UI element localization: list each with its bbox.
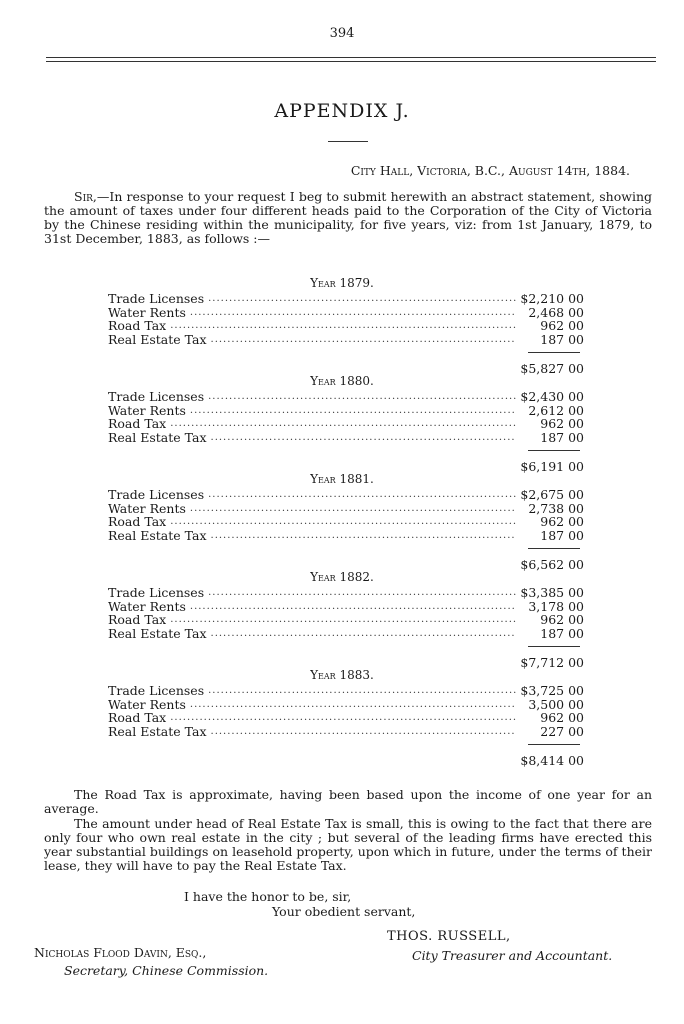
dot-leader [211,627,516,641]
page-number: 394 [329,26,355,41]
tax-amount: 962 00 [540,710,584,725]
dot-leader [208,684,516,698]
tax-amount: 962 00 [540,318,584,333]
total-rule [528,744,580,745]
total-rule [528,450,580,451]
tax-amount: $2,675 00 [520,487,584,502]
year-heading: Year 1880. [310,374,374,388]
tax-row [108,390,584,404]
tax-amount: 187 00 [540,527,584,543]
total-rule [528,548,580,549]
dot-leader [208,488,516,502]
tax-row [108,417,584,431]
addressee-title: Secretary, Chinese Commission. [64,963,269,978]
tax-label: Water Rents [108,598,186,614]
signature-title: City Treasurer and Accountant. [412,948,613,963]
year-total: $6,562 00 [520,557,584,572]
tax-amount: 3,178 00 [528,598,584,614]
header-rule-bottom [46,61,656,62]
tax-amount: $3,385 00 [520,585,584,600]
dot-leader [211,431,516,445]
dot-leader [190,404,516,418]
tax-row [108,600,584,614]
dot-leader [208,586,516,600]
salutation: Sir, [74,189,97,204]
tax-label: Trade Licenses [108,487,205,502]
tax-row [108,292,584,306]
tax-amount: 2,468 00 [528,304,584,320]
tax-amount: 962 00 [540,514,584,529]
tax-amount: 187 00 [540,625,584,641]
dot-leader [190,502,516,516]
tax-amount: $2,210 00 [520,291,584,306]
tax-row [108,684,584,698]
tax-label: Real Estate Tax [108,429,207,445]
tax-row [108,725,584,739]
tax-amount: $3,725 00 [520,683,584,698]
dot-leader [190,600,516,614]
tax-row [108,488,584,502]
tax-label: Road Tax [108,318,167,333]
tax-row [108,529,584,543]
total-rule [528,352,580,353]
dot-leader [208,390,516,404]
tax-amount: 2,738 00 [528,500,584,516]
tax-amount: 962 00 [540,612,584,627]
tax-label: Road Tax [108,514,167,529]
tax-label: Water Rents [108,500,186,516]
tax-label: Road Tax [108,710,167,725]
dot-leader [211,725,516,739]
tax-row [108,586,584,600]
tax-amount: $2,430 00 [520,389,584,404]
title-rule [328,141,368,142]
dot-leader [170,711,516,725]
addressee-name: Nicholas Flood Davin, Esq., [34,945,207,960]
dot-leader [170,613,516,627]
tax-row [108,431,584,445]
tax-row [108,627,584,641]
tax-label: Road Tax [108,612,167,627]
year-total: $5,827 00 [520,361,584,376]
tax-amount: 227 00 [540,723,584,739]
tax-row [108,333,584,347]
tax-amount: 187 00 [540,429,584,445]
appendix-title: APPENDIX J. [274,100,410,122]
year-total: $6,191 00 [520,459,584,474]
closing-line-1: I have the honor to be, sir, [184,889,352,904]
year-heading: Year 1879. [310,276,374,290]
year-total: $8,414 00 [520,753,584,768]
year-total: $7,712 00 [520,655,584,670]
dot-leader [211,529,516,543]
tax-label: Water Rents [108,304,186,320]
tax-row [108,698,584,712]
header-rule-top [46,57,656,58]
tax-label: Trade Licenses [108,683,205,698]
dot-leader [208,292,516,306]
tax-label: Road Tax [108,416,167,431]
tax-label: Trade Licenses [108,585,205,600]
tax-row [108,502,584,516]
year-heading: Year 1882. [310,570,374,584]
intro-text: —In response to your request I beg to submit herewith an abstract statement, showing the amount of taxes under four different heads paid to the Corporation of the City of Victoria by the Chinese residing within the municipality, for five years, viz: from 1st January, 1879, to 31st December, 1883, as follows :— [44,189,652,246]
dateline: City Hall, Victoria, B.C., August 14th, 1884. [350,163,630,178]
tax-amount: 187 00 [540,331,584,347]
dot-leader [190,698,516,712]
tax-row [108,515,584,529]
tax-row [108,306,584,320]
dot-leader [170,515,516,529]
tax-row [108,711,584,725]
total-rule [528,646,580,647]
tax-amount: 2,612 00 [528,402,584,418]
note-road-tax: The Road Tax is approximate, having been based upon the income of one year for an average. [44,787,652,816]
note-real-estate: The amount under head of Real Estate Tax is small, this is owing to the fact that there are only four who own real estate in the city ; but several of the leading firms have erected this year substantial buildings on leasehold property, upon which in future, under the terms of their lease, they will have to pay the Real Estate Tax. [44,816,652,873]
tax-label: Water Rents [108,696,186,712]
dot-leader [190,306,516,320]
tax-label: Trade Licenses [108,291,205,306]
tax-label: Real Estate Tax [108,331,207,347]
tax-amount: 962 00 [540,416,584,431]
tax-label: Real Estate Tax [108,625,207,641]
tax-amount: 3,500 00 [528,696,584,712]
tax-label: Real Estate Tax [108,723,207,739]
tax-row [108,404,584,418]
year-heading: Year 1881. [310,472,374,486]
tax-label: Water Rents [108,402,186,418]
tax-row [108,613,584,627]
dot-leader [211,333,516,347]
closing-line-2: Your obedient servant, [272,904,416,919]
tax-row [108,319,584,333]
dot-leader [170,417,516,431]
tax-label: Trade Licenses [108,389,205,404]
intro-paragraph [44,190,652,246]
year-heading: Year 1883. [310,668,374,682]
dot-leader [170,319,516,333]
tax-label: Real Estate Tax [108,527,207,543]
signature-name: THOS. RUSSELL, [387,929,511,944]
